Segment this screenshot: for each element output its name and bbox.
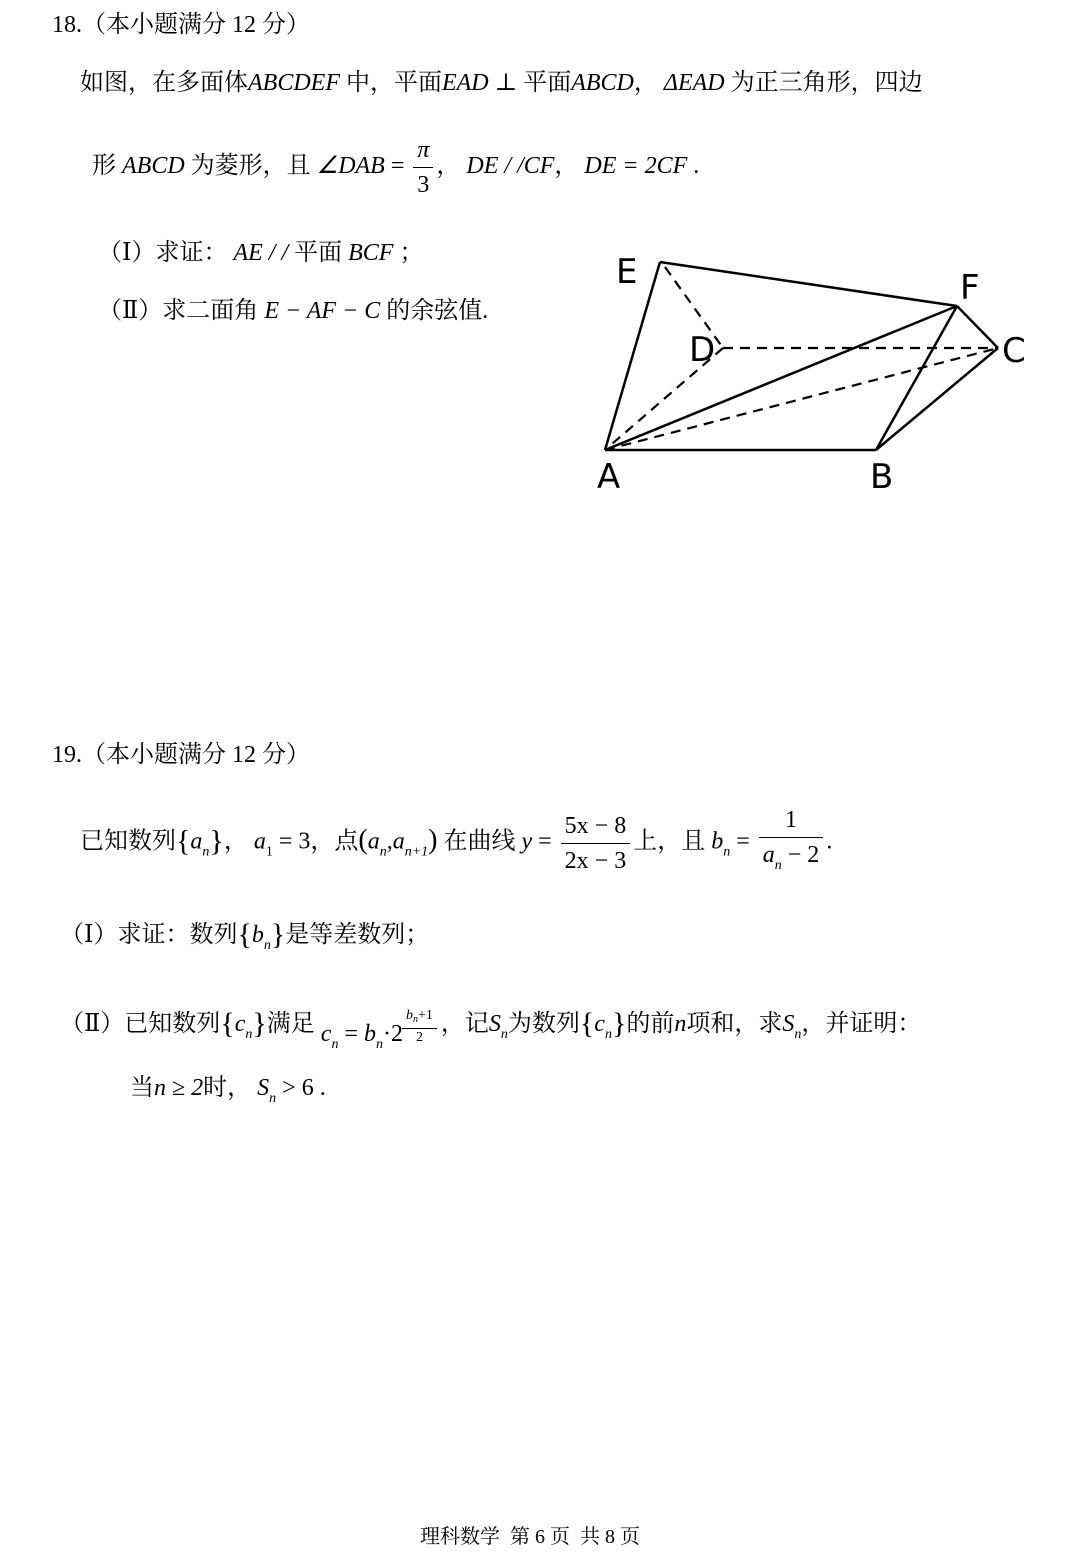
math-b: b bbox=[363, 1021, 376, 1047]
subscript: n+1 bbox=[404, 844, 429, 860]
math-b: b bbox=[251, 922, 264, 948]
part-label: （Ⅰ）求证： bbox=[98, 240, 228, 266]
math-dot-two: ·2 bbox=[382, 1021, 403, 1047]
fraction-bn bbox=[759, 805, 824, 881]
math-cn-formula bbox=[320, 1008, 441, 1052]
math-n: n bbox=[674, 1011, 687, 1037]
text: 形 bbox=[92, 153, 116, 180]
fraction-curve bbox=[561, 811, 631, 876]
exponent-fraction bbox=[404, 1008, 435, 1045]
text: 为数列 bbox=[507, 1011, 580, 1037]
math-angle-dab: ∠DAB bbox=[316, 153, 385, 180]
math-triangle-ead: ΔEAD bbox=[663, 70, 725, 96]
fraction-denominator bbox=[759, 837, 824, 881]
subscript: n bbox=[379, 844, 387, 860]
equals-sign: = bbox=[538, 828, 552, 855]
perpendicular-symbol: ⊥ bbox=[494, 70, 518, 96]
part-label: （Ⅱ）求二面角 bbox=[98, 298, 259, 324]
q19-part2-line1: （Ⅱ）已知数列$\{c_n\}$满足 $c_n = b_n\cdot 2$ $\frac{b_n+1}{2}$ ，记$S_n$为数列$\{c_n\}$的前n项和，求$S_n$，并证明： bbox=[60, 1007, 922, 1052]
fraction-denominator: 2x − 3 bbox=[561, 843, 631, 876]
vertex-label-c: C bbox=[1002, 331, 1026, 371]
math-plane-ead: EAD bbox=[441, 70, 489, 96]
math-value: = 3 bbox=[278, 828, 311, 855]
subscript: n bbox=[269, 1091, 277, 1106]
fraction-numerator: 1 bbox=[785, 807, 798, 833]
math-ae-parallel: AE / / bbox=[233, 240, 289, 266]
math-plane-bcf: BCF bbox=[348, 240, 394, 266]
text: 的前 bbox=[626, 1011, 675, 1037]
text: 平面 bbox=[294, 240, 343, 266]
vertex-label-e: E bbox=[616, 252, 638, 292]
vertex-label-d: D bbox=[689, 330, 716, 370]
math-de-parallel-cf: DE / /CF bbox=[466, 153, 555, 180]
math-a: a bbox=[762, 842, 775, 868]
text: 项和，求 bbox=[686, 1011, 783, 1037]
text: 在曲线 bbox=[443, 828, 516, 855]
text: ， bbox=[554, 153, 579, 180]
math-minus-2: − 2 bbox=[787, 842, 820, 868]
q19-part1: （Ⅰ）求证：数列$\{b_n\}$是等差数列； bbox=[60, 918, 430, 953]
subscript: n bbox=[500, 1027, 508, 1042]
math-y: y bbox=[521, 828, 533, 855]
q18-header: 18.（本小题满分 12 分） bbox=[52, 12, 310, 38]
part-label: （Ⅰ）求证：数列 bbox=[60, 922, 238, 948]
text: 中，平面 bbox=[345, 70, 442, 96]
text: ， bbox=[436, 153, 461, 180]
polyhedron-figure bbox=[590, 240, 1040, 500]
math-c: c bbox=[320, 1021, 332, 1047]
text: 为正三角形，四边 bbox=[730, 70, 923, 96]
text: ，并证明： bbox=[801, 1011, 922, 1037]
q19-part2-line2 bbox=[130, 1073, 326, 1114]
text: ，点 bbox=[310, 828, 359, 855]
math-a: a bbox=[392, 828, 405, 855]
text: . bbox=[826, 828, 833, 855]
math-plus-1: +1 bbox=[417, 1008, 433, 1023]
text: 为菱形，且 bbox=[190, 153, 311, 180]
fraction-numerator: 5x − 8 bbox=[564, 812, 627, 839]
fraction-pi-over-3 bbox=[413, 135, 433, 200]
subscript: n bbox=[412, 1014, 418, 1025]
math-s: S bbox=[782, 1011, 795, 1037]
subscript: n bbox=[263, 938, 271, 953]
math-two: 2 bbox=[402, 1028, 437, 1045]
math-s: S bbox=[488, 1011, 501, 1037]
math-dihedral-angle: E − AF − C bbox=[264, 298, 381, 324]
text: 当 bbox=[130, 1075, 154, 1101]
subscript: n bbox=[794, 1027, 802, 1042]
q18-part1 bbox=[98, 238, 423, 268]
text: ， bbox=[633, 70, 658, 96]
text: 满足 bbox=[266, 1011, 315, 1037]
subscript: n bbox=[202, 844, 210, 860]
subscript: n bbox=[375, 1037, 383, 1052]
math-inequality: > 6 bbox=[282, 1075, 314, 1101]
math-de-equals-2cf: DE = 2CF bbox=[584, 153, 688, 180]
q18-intro-line2 bbox=[92, 135, 699, 200]
equals-sign: = bbox=[390, 153, 405, 180]
text: ，记 bbox=[440, 1011, 489, 1037]
part-label: （Ⅱ）已知数列 bbox=[60, 1011, 221, 1037]
math-b: b bbox=[711, 828, 724, 855]
text: 已知数列 bbox=[80, 828, 176, 855]
text: ， bbox=[223, 828, 248, 855]
math-c: c bbox=[594, 1011, 605, 1037]
page-footer: 理科数学 第 6 页 共 8 页 bbox=[420, 1526, 640, 1548]
text: 时， bbox=[203, 1075, 252, 1101]
text: 上，且 bbox=[633, 828, 706, 855]
text: . bbox=[693, 153, 700, 180]
subscript: n bbox=[245, 1027, 253, 1042]
q19-intro: 已知数列$\{a_n\}$， $a_1 = 3$，点$(a_n,a_{n+1})$ 在曲线 y = $\frac{5x - 8}{2x - 3}$ 上，且 $b_n$ = $\frac{1}{a_n - 2}$ . bbox=[80, 805, 832, 881]
math-b: b bbox=[405, 1008, 413, 1023]
vertex-label-b: B bbox=[870, 457, 894, 497]
subscript: n bbox=[331, 1037, 339, 1052]
text: 平面 bbox=[523, 70, 572, 96]
math-a: a bbox=[190, 828, 203, 855]
math-s: S bbox=[257, 1075, 270, 1101]
math-a1: a bbox=[253, 828, 266, 855]
subscript: n bbox=[723, 844, 731, 860]
text: 是等差数列； bbox=[285, 922, 430, 948]
math-condition: n ≥ 2 bbox=[154, 1075, 204, 1101]
math-rhombus-abcd: ABCD bbox=[122, 153, 185, 180]
equals-sign: = bbox=[344, 1021, 358, 1047]
q18-part2 bbox=[98, 296, 488, 326]
q18-intro-line1 bbox=[80, 68, 923, 98]
fraction-denominator: 3 bbox=[413, 167, 433, 200]
q19-header: 19.（本小题满分 12 分） bbox=[52, 742, 310, 768]
subscript: n bbox=[604, 1027, 612, 1042]
math-c: c bbox=[234, 1011, 246, 1037]
vertex-label-f: F bbox=[960, 268, 980, 308]
subscript: 1 bbox=[265, 844, 273, 860]
text: 的余弦值. bbox=[386, 298, 489, 324]
math-a: a bbox=[367, 828, 380, 855]
fraction-numerator: π bbox=[417, 137, 430, 163]
text: ； bbox=[399, 240, 424, 266]
text: 如图，在多面体 bbox=[80, 70, 248, 96]
math-polyhedron: ABCDEF bbox=[248, 70, 340, 96]
vertex-label-a: A bbox=[597, 457, 621, 497]
equals-sign: = bbox=[736, 828, 750, 855]
math-plane-abcd: ABCD bbox=[571, 70, 634, 96]
text: . bbox=[319, 1075, 326, 1101]
subscript: n bbox=[774, 858, 782, 873]
